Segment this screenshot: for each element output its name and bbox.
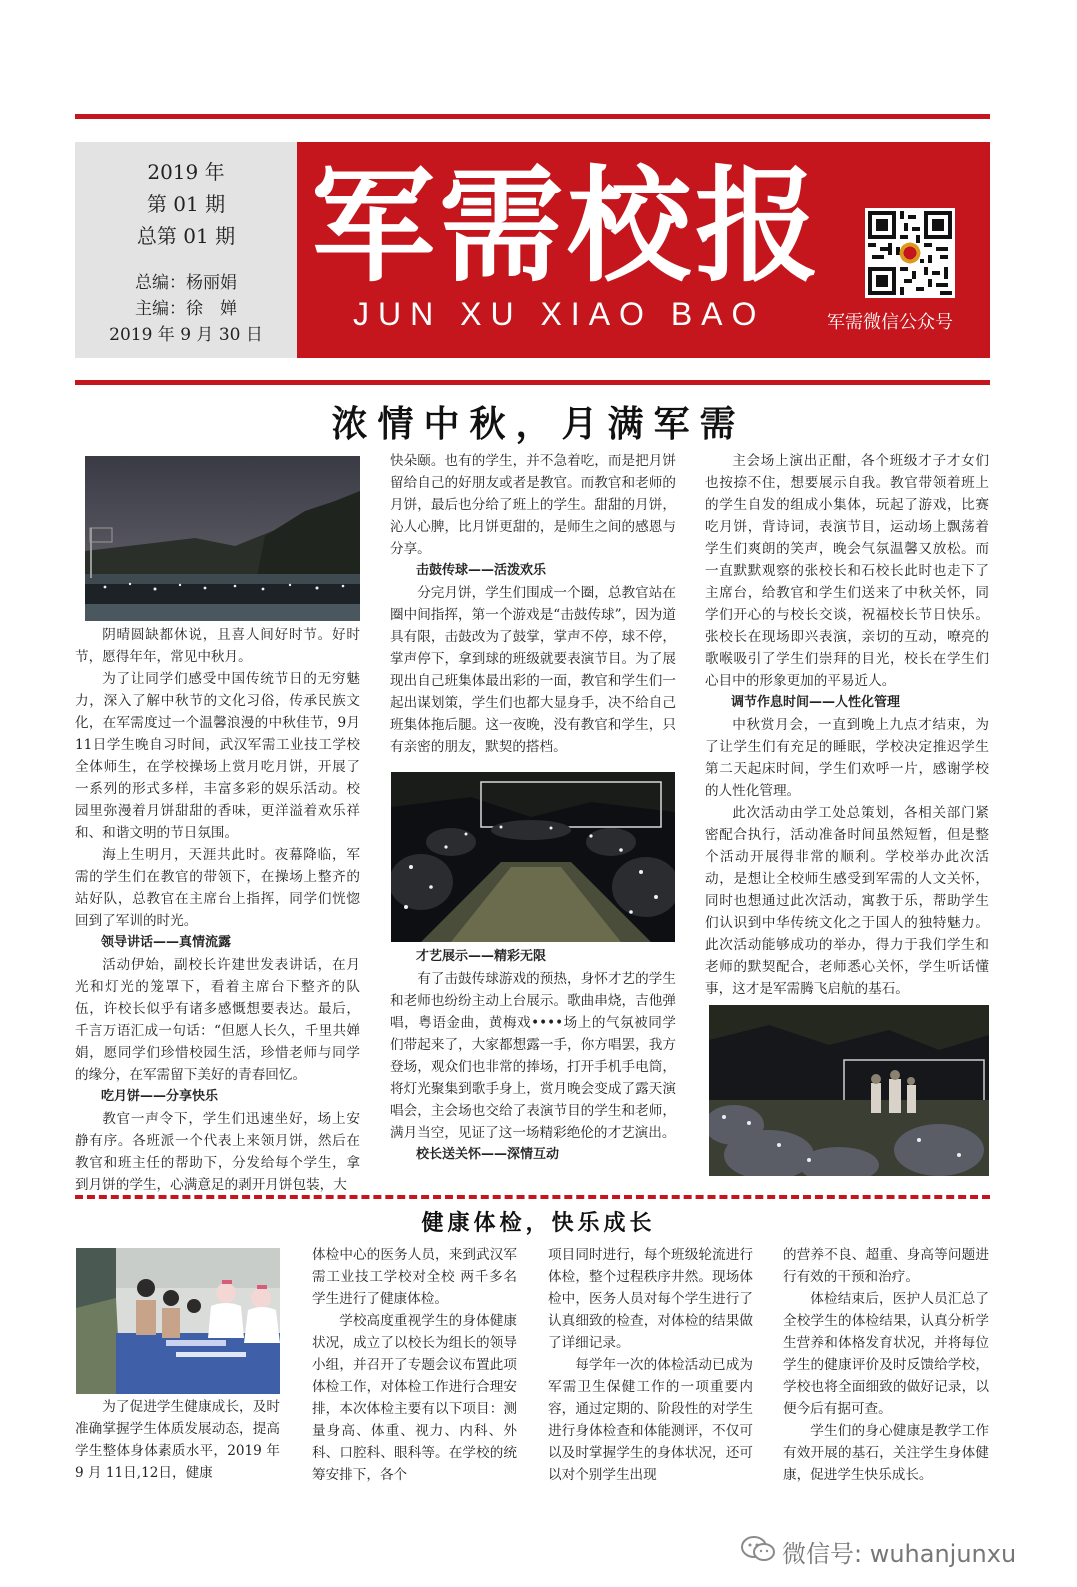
paragraph: 每学年一次的体检活动已成为军需卫生保健工作的一项重要内容，通过定期的、阶段性的对学生进行身体检查和体能测评，不仅可以及时掌握学生的身体状况，还可以对个别学生出现 [548, 1357, 753, 1483]
paragraph: 快朵颐。也有的学生，并不急着吃，而是把月饼留给自己的好朋友或者是教官。而教官和老师的月饼，最后也分给了班上的学生。甜甜的月饼，沁人心脾，比月饼更甜的，是师生之间的感恩与分享。 [390, 453, 676, 557]
article1-column-2-continued [390, 946, 676, 1166]
paragraph: 学生们的身心健康是教学工作有效开展的基石，关注学生身体健康，促进学生快乐成长。 [783, 1423, 989, 1483]
paragraph: 项目同时进行，每个班级轮流进行体检，整个过程秩序井然。现场体检中，医务人员对每个学生进行了认真细致的检查，对体检的结果做了详细记录。 [548, 1247, 753, 1351]
masthead-info [75, 142, 297, 358]
paragraph: 活动伊始，副校长许建世发表讲话，在月光和灯光的笼罩下，看着主席台下整齐的队伍，许校长似乎有诸多感慨想要表达。最后，千言万语汇成一句话：“但愿人长久，千里共婵娟，愿同学们珍惜校园生活，珍惜老师与同学的缘分，在军需留下美好的青春回忆。 [75, 957, 360, 1083]
paragraph: 主会场上演出正酣，各个班级才子才女们也按捺不住，想要展示自我。教官带领着班上的学生自发的组成小集体，玩起了游戏，比赛吃月饼，背诗词，表演节目，运动场上飘荡着学生们爽朗的笑声，晚会气氛温馨又放松。而一直默默观察的张校长和石校长此时也走下了主席台，给教官和学生们送来了中秋关怀，同学们开心的与校长交谈，祝福校长节日快乐。张校长在现场即兴表演，亲切的互动，嘹亮的歌喉吸引了学生们崇拜的目光，校长在学生们心目中的形象更加的平易近人。 [705, 453, 989, 689]
section-divider [75, 1195, 990, 1199]
wechat-id: 微信号: wuhanjunxu [782, 1540, 1017, 1568]
issue-number: 第 01 期 [146, 192, 226, 216]
subheading: 击鼓传球——活泼欢乐 [416, 563, 547, 578]
subheading: 才艺展示——精彩无限 [416, 949, 547, 964]
top-rule [75, 114, 990, 119]
subheading: 调节作息时间——人性化管理 [731, 695, 901, 710]
paragraph: 为了让同学们感受中国传统节日的无穷魅力，深入了解中秋节的文化习俗，传承民族文化，在军需度过一个温馨浪漫的中秋佳节，9月11日学生晚自习时间，武汉军需工业技工学校全体师生，在学校操场上赏月吃月饼，开展了一系列的形式多样，丰富多彩的娱乐活动。校园里弥漫着月饼甜甜的香味，更洋溢着欢乐祥和、和谐文明的节日氛围。 [75, 671, 360, 841]
paragraph: 学校高度重视学生的身体健康状况，成立了以校长为组长的领导小组，并召开了专题会议布置此项体检工作，对体检工作进行合理安排，本次体检主要有以下项目：测量身高、体重、视力、内科、外科、口腔科、眼科等。在学校的统筹安排下，各个 [312, 1313, 517, 1483]
paper-title: 军需校报 [311, 155, 824, 299]
paragraph: 体检结束后，医护人员汇总了全校学生的体检结果，认真分析学生营养和体格发育状况，并将每位学生的健康评价及时反馈给学校，学校也将全面细致的做好记录，以便今后有据可查。 [783, 1291, 989, 1417]
photo-health-check [76, 1248, 280, 1394]
paragraph: 体检中心的医务人员，来到武汉军需工业技工学校对全校 两千多名学生进行了健康体检。 [312, 1247, 517, 1307]
photo-students-circle [391, 772, 675, 942]
masthead-banner [297, 142, 990, 358]
subheading: 校长送关怀——深情互动 [416, 1147, 560, 1162]
paragraph: 有了击鼓传球游戏的预热，身怀才艺的学生和老师也纷纷主动上台展示。歌曲串烧，吉他弹唱，粤语金曲，黄梅戏••••场上的气氛被同学们带起来了，大家都想露一手，你方唱罢，我方登场，观众们也非常的捧场，打开手机手电筒，将灯光聚集到歌手身上，赏月晚会变成了露天演唱会，主会场也交给了表演节目的学生和老师，满月当空，见证了这一场精彩绝伦的才艺演出。 [390, 971, 676, 1141]
paper-pinyin: JUN XU XIAO BAO [353, 296, 766, 332]
article2-column-1 [75, 1396, 280, 1484]
article1-column-2 [390, 450, 676, 758]
paragraph: 分完月饼，学生们围成一个圈，总教官站在圈中间指挥，第一个游戏是“击鼓传球”，因为道具有限，击鼓改为了鼓掌，掌声不停，球不停，掌声停下，拿到球的班级就要表演节目。为了展现出自己班集体最出彩的一面，教官和学生们一起出谋划策，学生们也都大显身手，决不给自己班集体拖后腿。这一夜晚，没有教官和学生，只有亲密的朋友，默契的搭档。 [390, 585, 676, 755]
article1-column-3 [705, 450, 989, 1000]
wechat-watermark [740, 1534, 1016, 1569]
article1-column-1 [75, 624, 360, 1196]
photo-night-assembly [85, 456, 360, 621]
article2-column-2 [312, 1244, 517, 1486]
paragraph: 中秋赏月会，一直到晚上九点才结束，为了让学生们有充足的睡眠，学校决定推迟学生第二天起床时间，学生们欢呼一片，感谢学校的人性化管理。 [705, 717, 989, 799]
editor: 主编：徐 婵 [135, 299, 237, 319]
subheading: 领导讲话——真情流露 [101, 935, 232, 950]
paragraph: 教官一声令下，学生们迅速坐好，场上安静有序。各班派一个代表上来领月饼，然后在教官和班主任的帮助下，分发给每个学生，拿到月饼的学生，心满意足的剥开月饼包装，大 [75, 1111, 360, 1193]
subheading: 吃月饼——分享快乐 [101, 1089, 219, 1104]
qr-code-icon[interactable] [865, 208, 955, 298]
paragraph: 的营养不良、超重、身高等问题进行有效的干预和治疗。 [783, 1247, 989, 1285]
qr-caption: 军需微信公众号 [827, 312, 953, 333]
total-issue-number: 总第 01 期 [136, 224, 236, 248]
article2-column-3 [548, 1244, 753, 1486]
paragraph: 为了促进学生健康成长，及时准确掌握学生体质发展动态，提高学生整体身体素质水平，2019 年 9 月 11日,12日，健康 [75, 1399, 280, 1481]
paragraph: 海上生明月，天涯共此时。夜幕降临，军需的学生们在教官的带领下，在操场上整齐的站好队，总教官在主席台上指挥，同学们恍惚回到了军训的时光。 [75, 847, 360, 929]
wechat-icon [740, 1535, 776, 1569]
publish-date: 2019 年 9 月 30 日 [109, 325, 263, 345]
paragraph: 此次活动由学工处总策划，各相关部门紧密配合执行，活动准备时间虽然短暂，但是整个活动开展得非常的顺利。学校举办此次活动，是想让全校师生感受到军需的人文关怀，同时也想通过此次活动，寓教于乐，帮助学生们认识到中华传统文化之于国人的独特魅力。此次活动能够成功的举办，得力于我们学生和老师的默契配合，老师悉心关怀，学生听话懂事，这才是军需腾飞启航的基石。 [705, 805, 989, 997]
photo-principal-interaction [709, 1005, 989, 1176]
paragraph: 阴晴圆缺都休说，且喜人间好时节。好时节，愿得年年，常见中秋月。 [75, 627, 360, 665]
chief-editor: 总编：杨丽娟 [135, 273, 237, 293]
article2-column-4 [783, 1244, 989, 1486]
article-headline: 浓情中秋，月满军需 [331, 404, 746, 445]
year: 2019 年 [147, 160, 225, 184]
masthead-bottom-rule [75, 380, 990, 385]
article-headline: 健康体检，快乐成长 [421, 1211, 656, 1236]
